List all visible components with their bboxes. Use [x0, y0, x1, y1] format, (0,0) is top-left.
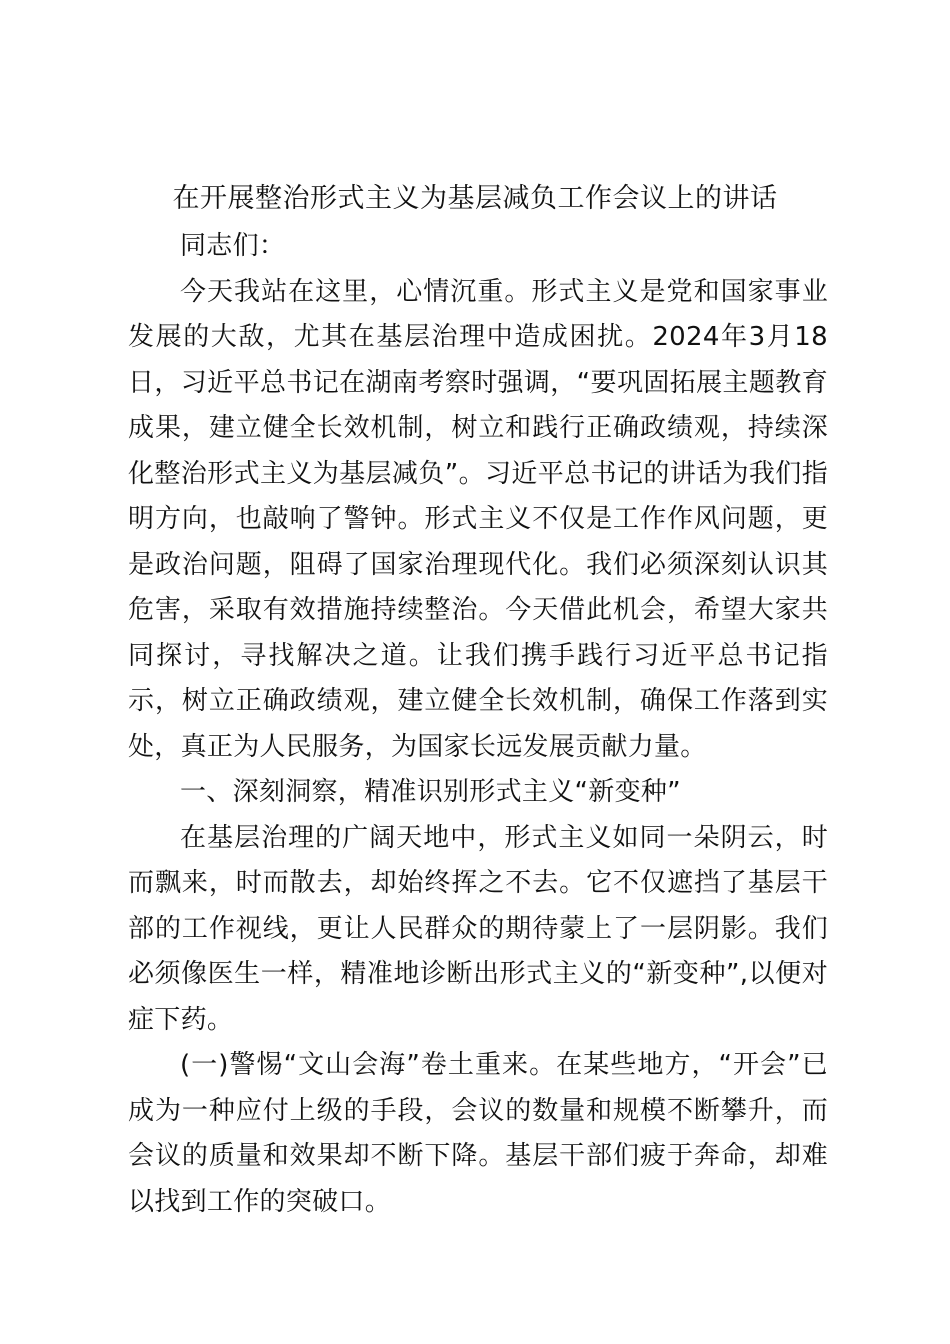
section-heading-1: 一、深刻洞察，精准识别形式主义“新变种” — [180, 777, 681, 807]
section-1-paragraph: 在基层治理的广阔天地中，形式主义如同一朵阴云，时而飘来，时而散去，却始终挥之不去。它不仅遮挡了基层干部的工作视线，更让人民群众的期待蒙上了一层阴影。我们必须像医生一样，精准地诊断出形式主义的“新变种”,以便对症下药。 — [128, 822, 828, 1035]
section-1-subsection-1: (一)警惕“文山会海”卷土重来。在某些地方，“开会”已成为一种应付上级的手段，会议的数量和规模不断攀升，而会议的质量和效果却不断下降。基层干部们疲于奔命，却难以找到工作的突破口。 — [128, 1050, 828, 1217]
paragraph-intro: 今天我站在这里，心情沉重。形式主义是党和国家事业发展的大敌，尤其在基层治理中造成困扰。2024年3月18日，习近平总书记在湖南考察时强调，“要巩固拓展主题教育成果，建立健全长效机制，树立和践行正确政绩观，持续深化整治形式主义为基层减负”。习近平总书记的讲话为我们指明方向，也敲响了警钟。形式主义不仅是工作作风问题，更是政治问题，阻碍了国家治理现代化。我们必须深刻认识其危害，采取有效措施持续整治。今天借此机会，希望大家共同探讨，寻找解决之道。让我们携手践行习近平总书记指示，树立正确政绩观，建立健全长效机制，确保工作落到实处，真正为人民服务，为国家长远发展贡献力量。 — [128, 276, 828, 762]
document-body — [128, 224, 828, 1225]
document-title: 在开展整治形式主义为基层减负工作会议上的讲话 — [172, 183, 778, 214]
salutation: 同志们： — [180, 231, 286, 261]
